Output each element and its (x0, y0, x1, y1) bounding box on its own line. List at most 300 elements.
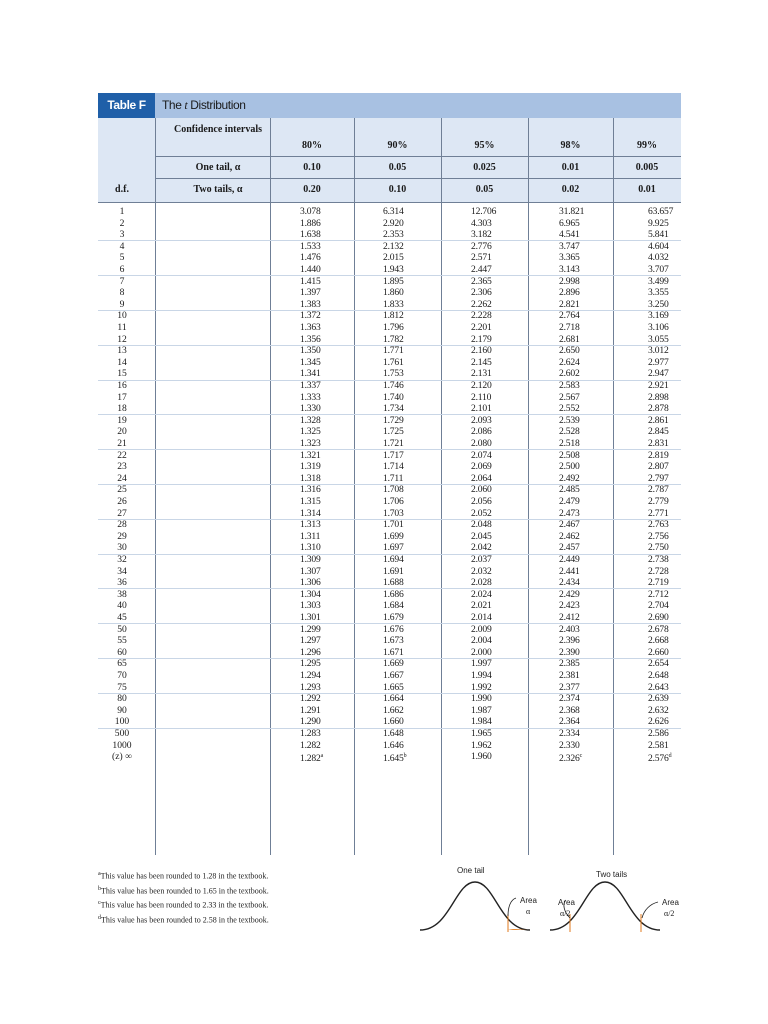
critical-value-cell (559, 542, 580, 554)
critical-value: 3.012 (648, 345, 669, 357)
right-tail-alpha-half: α/2 (664, 909, 675, 918)
critical-value-cell (383, 392, 404, 404)
critical-value-cell (559, 705, 580, 717)
critical-value: 1.646 (383, 739, 404, 751)
critical-value-cell (648, 438, 669, 450)
critical-value-cell (383, 600, 404, 612)
critical-value: 2.145 (471, 356, 492, 368)
critical-value: 2.131 (471, 368, 492, 380)
critical-value-cell (648, 647, 669, 659)
table-row (98, 519, 681, 531)
table-row (98, 229, 681, 241)
confidence-99: 99% (637, 140, 657, 151)
critical-value-cell (383, 206, 404, 218)
critical-value-cell (648, 322, 669, 334)
table-row (98, 693, 681, 705)
critical-value: 1.301 (300, 612, 321, 623)
critical-value: 2.377 (559, 681, 580, 693)
left-tail-alpha-half: α/2 (560, 909, 571, 918)
critical-value-cell (383, 450, 404, 462)
table-row (98, 299, 681, 311)
critical-value: 1.314 (300, 507, 321, 519)
one-tail-0: 0.10 (303, 162, 321, 173)
table-row (98, 380, 681, 392)
critical-value-cell (383, 647, 404, 659)
critical-value: 1.753 (383, 368, 404, 380)
critical-value: 1.321 (300, 449, 321, 461)
critical-value: 1.667 (383, 670, 404, 681)
critical-value: 2.878 (648, 403, 669, 415)
df-cell: 2 (119, 217, 125, 229)
critical-value-cell (383, 484, 404, 496)
critical-value-cell (383, 612, 404, 624)
one-tail-area-label: Area (520, 896, 537, 905)
area-pointer (508, 898, 516, 916)
critical-value-cell (300, 484, 321, 496)
critical-value-cell (300, 728, 321, 740)
df-cell: 70 (117, 670, 127, 681)
table-row (98, 740, 681, 752)
critical-value: 2.004 (471, 635, 492, 647)
critical-value: 1.721 (383, 438, 404, 449)
df-cell: 100 (114, 716, 130, 728)
df-cell: 8 (119, 287, 125, 299)
table-row (98, 728, 681, 740)
critical-value-cell (559, 415, 580, 427)
critical-value: 2.390 (559, 646, 580, 658)
df-cell: 30 (117, 542, 127, 554)
df-cell: 65 (117, 658, 127, 670)
critical-value-cell (559, 740, 580, 752)
critical-value: 2.750 (648, 542, 669, 554)
critical-value-cell (383, 542, 404, 554)
confidence-90: 90% (387, 140, 408, 151)
critical-value: 2.093 (471, 414, 492, 426)
critical-value-cell (300, 461, 321, 473)
critical-value-cell (300, 218, 321, 230)
critical-value-cell (383, 218, 404, 230)
critical-value: 1.703 (383, 507, 404, 519)
critical-value-cell (383, 554, 404, 566)
header-divider (155, 178, 681, 179)
critical-value: 2.381 (559, 670, 580, 681)
critical-value: 1.984 (471, 716, 492, 728)
critical-value: 2.624 (559, 356, 580, 368)
critical-value: 2.403 (559, 623, 580, 635)
critical-value-cell (300, 647, 321, 659)
df-cell: 21 (117, 438, 127, 449)
critical-value: 4.541 (559, 229, 580, 241)
critical-value: 2.056 (471, 496, 492, 507)
table-row (98, 600, 681, 612)
critical-value: 2.728 (648, 565, 669, 577)
critical-value: 1.740 (383, 391, 404, 403)
critical-value-cell (471, 461, 492, 473)
critical-value-cell (300, 276, 321, 288)
critical-value-cell (559, 647, 580, 659)
critical-value-cell (471, 577, 492, 589)
critical-value-cell (471, 368, 492, 380)
critical-value: 1.706 (383, 496, 404, 507)
critical-value-cell (648, 751, 671, 765)
footnote-mark: a (320, 753, 324, 760)
critical-value: 2.500 (559, 461, 580, 473)
df-cell: 45 (117, 612, 127, 623)
table-row (98, 438, 681, 450)
table-row (98, 287, 681, 299)
critical-value: 2.045 (471, 530, 492, 542)
df-cell: 12 (117, 333, 127, 345)
critical-value: 2.000 (471, 646, 492, 658)
column-header (98, 118, 681, 203)
df-cell: 60 (117, 646, 127, 658)
critical-value: 1.962 (471, 739, 492, 751)
tail-diagram (420, 864, 690, 934)
one-tail-4: 0.005 (635, 162, 659, 173)
critical-value: 2.396 (559, 635, 580, 647)
critical-value-cell (300, 554, 321, 566)
critical-value-cell (559, 276, 580, 288)
critical-value: 2.763 (648, 519, 669, 531)
critical-value-cell (559, 670, 580, 682)
critical-value-cell (471, 426, 492, 438)
df-cell: 25 (117, 484, 127, 496)
critical-value-cell (300, 612, 321, 624)
critical-value-cell (300, 693, 321, 705)
critical-value: 2.654 (648, 658, 669, 670)
critical-value: 1.283 (300, 728, 321, 739)
critical-value: 2.024 (471, 588, 492, 600)
title-italic: t (184, 98, 188, 112)
critical-value-cell (300, 403, 321, 415)
critical-value: 1.992 (471, 681, 492, 693)
critical-value: 1.994 (471, 670, 492, 681)
df-cell: 50 (117, 623, 127, 635)
critical-value-cell (648, 705, 669, 717)
critical-value: 1.297 (300, 635, 321, 647)
critical-value-cell (648, 658, 669, 670)
critical-value-cell (471, 531, 492, 543)
critical-value: 1.372 (300, 310, 321, 322)
critical-value-cell (383, 368, 404, 380)
critical-value-cell (383, 635, 404, 647)
critical-value-cell (383, 276, 404, 288)
critical-value-cell (648, 531, 669, 543)
critical-value: 2.567 (559, 391, 580, 403)
critical-value-cell (559, 357, 580, 369)
df-cell: 28 (117, 519, 127, 531)
critical-value-cell (383, 496, 404, 508)
critical-value-cell (383, 566, 404, 578)
df-cell: 17 (117, 391, 127, 403)
critical-value-cell (648, 577, 669, 589)
critical-value: 1.333 (300, 391, 321, 403)
critical-value-cell (383, 322, 404, 334)
table-title (162, 93, 246, 118)
critical-value-cell (559, 577, 580, 589)
critical-value-cell (471, 484, 492, 496)
critical-value: 2.583 (559, 380, 580, 391)
table-row (98, 252, 681, 264)
critical-value: 1.383 (300, 298, 321, 310)
critical-value: 6.314 (383, 206, 404, 217)
critical-value: 2.831 (648, 438, 669, 449)
two-tails-3: 0.02 (561, 184, 580, 195)
critical-value: 2.586 (648, 728, 669, 739)
critical-value: 1.310 (300, 542, 321, 554)
critical-value-cell (471, 473, 492, 485)
critical-value-cell (471, 624, 492, 636)
critical-value-cell (300, 310, 321, 322)
critical-value-cell (471, 276, 492, 288)
critical-value: 3.055 (648, 333, 669, 345)
df-cell: 26 (117, 496, 127, 507)
critical-value-cell (559, 728, 580, 740)
critical-value: 3.250 (648, 298, 669, 310)
critical-value: 2.479 (559, 496, 580, 507)
critical-value-cell (383, 624, 404, 636)
critical-value-cell (300, 287, 321, 299)
critical-value-cell (300, 415, 321, 427)
critical-value-cell (471, 357, 492, 369)
critical-value: 1.725 (383, 426, 404, 438)
two-tails-0: 0.20 (303, 184, 321, 195)
critical-value: 1.319 (300, 461, 321, 473)
critical-value-cell (471, 252, 492, 264)
table-row (98, 647, 681, 659)
table-row (98, 276, 681, 288)
critical-value: 2.429 (559, 588, 580, 600)
critical-value: 2.779 (648, 496, 669, 507)
critical-value: 1.679 (383, 612, 404, 623)
critical-value-cell (471, 519, 492, 531)
critical-value: 1.292 (300, 693, 321, 705)
critical-value: 2.508 (559, 449, 580, 461)
critical-value: 1.701 (383, 519, 404, 531)
critical-value: 2.032 (471, 565, 492, 577)
critical-value: 2.756 (648, 530, 669, 542)
critical-value-cell (648, 716, 669, 728)
table-row (98, 670, 681, 682)
df-cell: 7 (119, 275, 125, 287)
critical-value-cell (471, 682, 492, 694)
critical-value: 1.476 (300, 252, 321, 264)
critical-value: 2.052 (471, 507, 492, 519)
critical-value: 2.807 (648, 461, 669, 473)
df-cell: 90 (117, 704, 127, 716)
critical-value-cell (648, 554, 669, 566)
two-tails-4: 0.01 (638, 184, 656, 195)
df-cell: 20 (117, 426, 127, 438)
critical-value: 1.645 (383, 753, 404, 765)
critical-value: 3.499 (648, 275, 669, 287)
critical-value: 2.449 (559, 554, 580, 565)
critical-value-cell (300, 589, 321, 601)
critical-value: 1.860 (383, 287, 404, 299)
critical-value: 1.943 (383, 264, 404, 275)
critical-value-cell (383, 426, 404, 438)
table-row (98, 716, 681, 728)
critical-value: 63.657 (648, 206, 674, 217)
critical-value-cell (300, 740, 321, 752)
df-cell: 34 (117, 565, 127, 577)
critical-value: 2.110 (471, 391, 492, 403)
critical-value-cell (471, 345, 492, 357)
critical-value: 2.080 (471, 438, 492, 449)
critical-value: 3.169 (648, 310, 669, 322)
table-row (98, 496, 681, 508)
critical-value: 1.311 (300, 530, 321, 542)
critical-value-cell (559, 241, 580, 253)
critical-value-cell (383, 438, 404, 450)
critical-value-cell (559, 299, 580, 311)
critical-value-cell (300, 566, 321, 578)
critical-value-cell (559, 519, 580, 531)
critical-value-cell (383, 682, 404, 694)
critical-value-cell (471, 415, 492, 427)
critical-value: 2.947 (648, 368, 669, 380)
critical-value-cell (559, 426, 580, 438)
critical-value: 2.009 (471, 623, 492, 635)
table-row (98, 531, 681, 543)
one-tail-label: One tail, α (195, 162, 241, 173)
critical-value: 1.669 (383, 658, 404, 670)
critical-value-cell (471, 740, 492, 752)
critical-value-cell (648, 264, 669, 276)
critical-value: 2.262 (471, 298, 492, 310)
footnote-mark: c (579, 753, 583, 760)
critical-value-cell (300, 357, 321, 369)
critical-value-cell (648, 484, 669, 496)
critical-value-cell (648, 229, 669, 241)
critical-value: 2.412 (559, 612, 580, 623)
critical-value-cell (300, 206, 321, 218)
critical-value: 1.729 (383, 414, 404, 426)
confidence-80: 80% (302, 140, 322, 151)
critical-value: 2.473 (559, 507, 580, 519)
critical-value: 1.341 (300, 368, 321, 380)
critical-value-cell (559, 206, 584, 218)
table-row (98, 461, 681, 473)
critical-value: 1.296 (300, 646, 321, 658)
critical-value: 2.764 (559, 310, 580, 322)
critical-value-cell (300, 508, 321, 520)
critical-value: 2.819 (648, 449, 669, 461)
critical-value: 2.581 (648, 739, 669, 751)
critical-value-cell (300, 577, 321, 589)
critical-value-cell (648, 728, 669, 740)
critical-value: 2.552 (559, 403, 580, 415)
critical-value-cell (648, 612, 669, 624)
critical-value: 1.960 (471, 751, 492, 763)
critical-value: 2.738 (648, 554, 669, 565)
critical-value: 2.650 (559, 345, 580, 357)
table-row (98, 264, 681, 276)
critical-value: 1.318 (300, 472, 321, 484)
critical-value: 1.533 (300, 240, 321, 252)
table-row (98, 751, 681, 763)
confidence-label: Confidence intervals (173, 124, 263, 135)
critical-value-cell (648, 450, 669, 462)
critical-value-cell (300, 542, 321, 554)
critical-value: 2.719 (648, 577, 669, 589)
critical-value: 2.643 (648, 681, 669, 693)
critical-value: 2.326 (559, 753, 580, 765)
critical-value: 1.761 (383, 356, 404, 368)
critical-value: 2.028 (471, 577, 492, 589)
one-tail-3: 0.01 (561, 162, 580, 173)
critical-value-cell (300, 635, 321, 647)
table-row (98, 368, 681, 380)
table-row (98, 241, 681, 253)
confidence-95: 95% (474, 140, 495, 151)
critical-value: 1.291 (300, 704, 321, 716)
df-cell: 75 (117, 681, 127, 693)
critical-value-cell (300, 751, 323, 765)
critical-value: 2.678 (648, 623, 669, 635)
df-cell: 22 (117, 449, 127, 461)
critical-value: 2.457 (559, 542, 580, 554)
df-cell: 14 (117, 356, 127, 368)
critical-value: 2.467 (559, 519, 580, 531)
critical-value-cell (383, 531, 404, 543)
critical-value-cell (648, 519, 669, 531)
table-row (98, 473, 681, 485)
table-row (98, 658, 681, 670)
two-tails-2: 0.05 (475, 184, 494, 195)
critical-value-cell (648, 461, 669, 473)
df-cell: 1000 (112, 739, 132, 751)
critical-value-cell (300, 334, 321, 346)
critical-value-cell (471, 241, 492, 253)
table-row (98, 218, 681, 230)
critical-value-cell (559, 682, 580, 694)
critical-value-cell (300, 473, 321, 485)
critical-value-cell (471, 542, 492, 554)
critical-value: 1.356 (300, 333, 321, 345)
critical-value: 1.711 (383, 472, 404, 484)
critical-value: 1.746 (383, 380, 404, 391)
critical-value-cell (648, 600, 669, 612)
source-note-cutoff (98, 926, 398, 930)
critical-value: 3.182 (471, 229, 492, 241)
critical-value-cell (471, 612, 492, 624)
df-cell: 11 (117, 322, 127, 333)
df-cell: 32 (117, 554, 127, 565)
critical-value-cell (300, 241, 321, 253)
critical-value: 3.355 (648, 287, 669, 299)
critical-value: 1.337 (300, 380, 321, 391)
critical-value: 1.660 (383, 716, 404, 728)
critical-value-cell (559, 751, 582, 765)
critical-value: 1.325 (300, 426, 321, 438)
critical-value-cell (383, 519, 404, 531)
critical-value: 1.304 (300, 588, 321, 600)
critical-value-cell (648, 276, 669, 288)
critical-value: 1.294 (300, 670, 321, 681)
critical-value: 1.440 (300, 264, 321, 275)
critical-value: 2.648 (648, 670, 669, 681)
critical-value-cell (300, 705, 321, 717)
critical-value: 1.638 (300, 229, 321, 241)
critical-value-cell (471, 229, 492, 241)
critical-value-cell (648, 299, 669, 311)
critical-value: 3.078 (300, 206, 321, 217)
two-tails-caption: Two tails (596, 870, 628, 879)
critical-value-cell (383, 728, 404, 740)
critical-value-cell (648, 473, 669, 485)
critical-value-cell (648, 392, 669, 404)
